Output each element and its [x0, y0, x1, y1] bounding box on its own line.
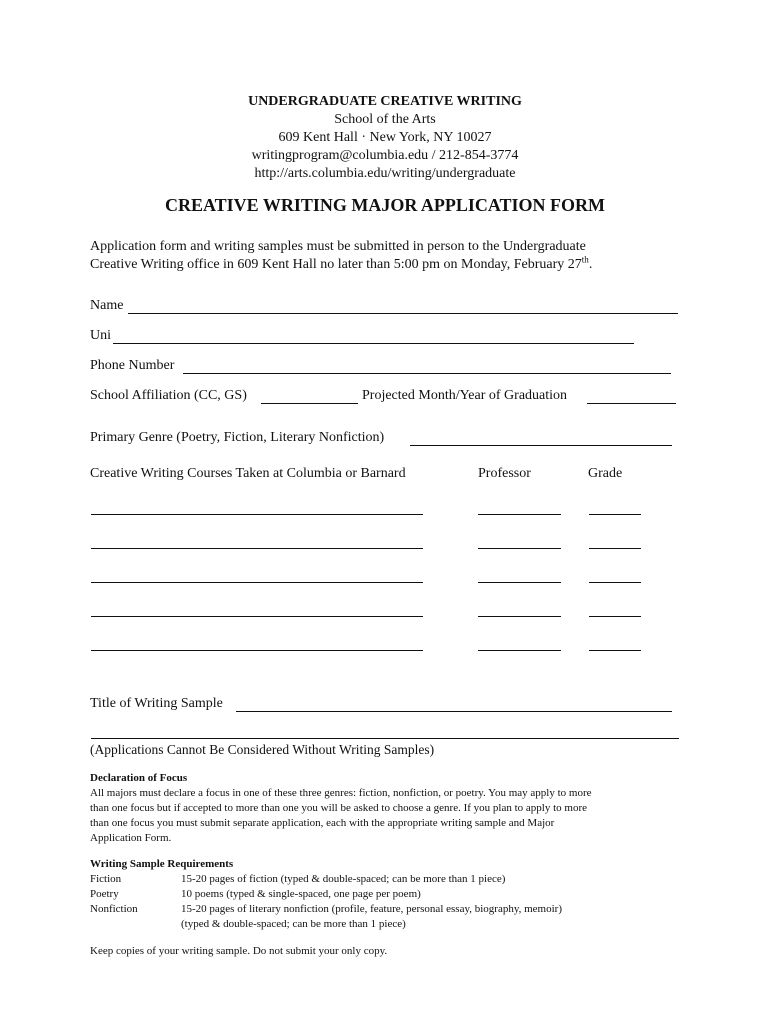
- grade-field[interactable]: [589, 616, 641, 617]
- declaration-line: than one focus but if accepted to more than one you will be asked to choose a genre. If you plan to apply to more: [90, 802, 587, 814]
- course-column-header: Creative Writing Courses Taken at Columbia or Barnard: [90, 466, 406, 481]
- professor-field[interactable]: [478, 548, 561, 549]
- declaration-line: than one focus you must submit separate application, each with the appropriate writing sample and Major: [90, 817, 555, 829]
- course-field[interactable]: [91, 616, 423, 617]
- program-url: http://arts.columbia.edu/writing/undergraduate: [254, 166, 516, 181]
- name-label: Name: [90, 298, 124, 313]
- address: 609 Kent Hall · New York, NY 10027: [278, 130, 492, 145]
- requirement-genre: Poetry: [90, 888, 119, 900]
- requirement-text: (typed & double-spaced; can be more than 1 piece): [181, 918, 406, 930]
- course-field[interactable]: [91, 650, 423, 651]
- professor-column-header: Professor: [478, 466, 531, 481]
- footer-note: Keep copies of your writing sample. Do not submit your only copy.: [90, 945, 388, 957]
- contact-info: writingprogram@columbia.edu / 212-854-3774: [251, 148, 519, 163]
- program-name: UNDERGRADUATE CREATIVE WRITING: [248, 94, 522, 109]
- requirement-genre: Nonfiction: [90, 903, 138, 915]
- requirement-text: 10 poems (typed & single-spaced, one page per poem): [181, 888, 421, 900]
- grade-field[interactable]: [589, 514, 641, 515]
- requirement-genre: Fiction: [90, 873, 122, 885]
- phone-label: Phone Number: [90, 358, 175, 373]
- declaration-heading: Declaration of Focus: [90, 772, 188, 784]
- name-field[interactable]: [128, 313, 678, 314]
- declaration-line: All majors must declare a focus in one of these three genres: fiction, nonfiction, or poetry. You may apply to more: [90, 787, 592, 799]
- professor-field[interactable]: [478, 582, 561, 583]
- intro-line-1: Application form and writing samples must be submitted in person to the Undergraduate: [90, 239, 586, 254]
- grade-field[interactable]: [589, 548, 641, 549]
- school-affiliation-field[interactable]: [261, 403, 358, 404]
- intro-line-2: Creative Writing office in 609 Kent Hall no later than 5:00 pm on Monday, February 27th.: [90, 254, 593, 272]
- writing-sample-title-field[interactable]: [236, 711, 672, 712]
- graduation-field[interactable]: [587, 403, 676, 404]
- uni-label: Uni: [90, 328, 111, 343]
- graduation-label: Projected Month/Year of Graduation: [362, 388, 568, 403]
- declaration-line: Application Form.: [90, 832, 172, 844]
- form-title: CREATIVE WRITING MAJOR APPLICATION FORM: [164, 195, 606, 215]
- genre-field[interactable]: [410, 445, 672, 446]
- writing-sample-note: (Applications Cannot Be Considered Without Writing Samples): [90, 742, 435, 757]
- grade-column-header: Grade: [588, 466, 623, 481]
- course-field[interactable]: [91, 582, 423, 583]
- grade-field[interactable]: [589, 650, 641, 651]
- requirements-heading: Writing Sample Requirements: [90, 858, 234, 870]
- writing-sample-title-label: Title of Writing Sample: [90, 696, 223, 711]
- school-name: School of the Arts: [334, 112, 436, 127]
- school-affiliation-label: School Affiliation (CC, GS): [90, 388, 247, 403]
- grade-field[interactable]: [589, 582, 641, 583]
- writing-sample-title-field-continued[interactable]: [91, 738, 679, 739]
- uni-field[interactable]: [113, 343, 634, 344]
- genre-label: Primary Genre (Poetry, Fiction, Literary Nonfiction): [90, 430, 385, 445]
- requirement-text: 15-20 pages of fiction (typed & double-spaced; can be more than 1 piece): [181, 873, 506, 885]
- course-field[interactable]: [91, 548, 423, 549]
- phone-field[interactable]: [183, 373, 671, 374]
- requirement-text: 15-20 pages of literary nonfiction (profile, feature, personal essay, biography, memoir): [181, 903, 562, 915]
- course-field[interactable]: [91, 514, 423, 515]
- professor-field[interactable]: [478, 616, 561, 617]
- professor-field[interactable]: [478, 650, 561, 651]
- professor-field[interactable]: [478, 514, 561, 515]
